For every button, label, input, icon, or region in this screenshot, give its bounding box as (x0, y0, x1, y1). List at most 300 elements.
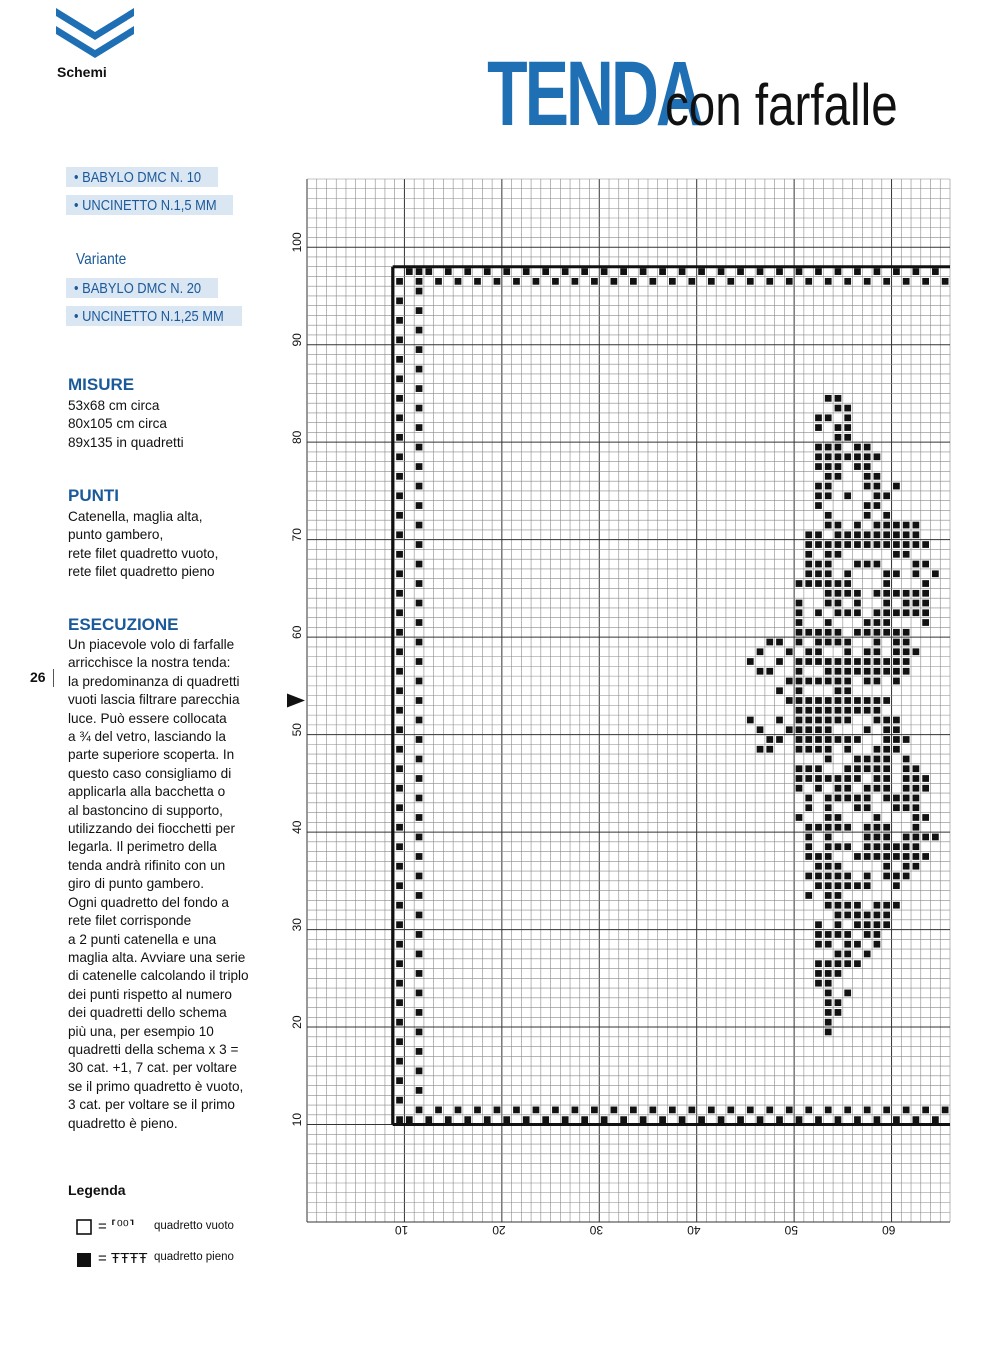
filled-cell (874, 756, 881, 763)
material-tag: • BABYLO DMC N. 10 (66, 167, 218, 187)
filled-cell (854, 882, 861, 889)
filled-cell (874, 268, 881, 275)
filled-cell (893, 804, 900, 811)
filled-cell (825, 882, 832, 889)
filled-cell (854, 853, 861, 860)
filled-cell (825, 483, 832, 490)
filled-cell (854, 960, 861, 967)
filled-cell (932, 570, 939, 577)
filled-cell (825, 707, 832, 714)
filled-cell (484, 1116, 491, 1123)
filled-cell (883, 834, 890, 841)
filled-cell (825, 990, 832, 997)
filled-cell (688, 278, 695, 285)
filled-cell (396, 1038, 403, 1045)
filled-cell (903, 522, 910, 529)
filled-cell (844, 902, 851, 909)
filled-cell (825, 795, 832, 802)
filled-cell (835, 785, 842, 792)
x-tick-label: 50 (784, 1223, 798, 1237)
filled-cell (786, 697, 793, 704)
filled-cell (874, 639, 881, 646)
filled-cell (854, 522, 861, 529)
filled-cell (903, 853, 910, 860)
filled-cell (844, 873, 851, 880)
filled-cell (903, 590, 910, 597)
filled-cell (825, 960, 832, 967)
filled-cell (416, 366, 423, 373)
filled-cell (874, 775, 881, 782)
filled-cell (844, 746, 851, 753)
filled-cell (825, 941, 832, 948)
filled-cell (854, 912, 861, 919)
legend-title: Legenda (68, 1182, 126, 1198)
filled-cell (396, 551, 403, 558)
filled-cell (416, 619, 423, 626)
filled-cell (796, 609, 803, 616)
x-tick-label: 30 (589, 1223, 604, 1237)
filled-cell (815, 648, 822, 655)
filled-cell (844, 424, 851, 431)
filled-cell (776, 687, 783, 694)
filled-cell (874, 619, 881, 626)
filled-cell (864, 873, 871, 880)
filled-cell (786, 678, 793, 685)
filled-cell (416, 990, 423, 997)
filled-cell (825, 970, 832, 977)
filled-cell (825, 775, 832, 782)
filled-cell (913, 590, 920, 597)
filled-cell (844, 434, 851, 441)
filled-cell (825, 678, 832, 685)
filled-cell (835, 717, 842, 724)
filled-cell (874, 473, 881, 480)
filled-cell (786, 648, 793, 655)
filled-cell (747, 717, 754, 724)
filled-cell (766, 1107, 773, 1114)
filled-cell (416, 639, 423, 646)
filled-cell (805, 736, 812, 743)
filled-cell (805, 629, 812, 636)
filled-cell (815, 531, 822, 538)
filled-cell (776, 658, 783, 665)
filled-cell (874, 921, 881, 928)
filled-cell (844, 658, 851, 665)
filled-cell (757, 648, 764, 655)
filled-cell (766, 736, 773, 743)
filled-cell (844, 639, 851, 646)
filled-cell (844, 775, 851, 782)
y-tick-label: 10 (290, 1112, 304, 1127)
filled-cell (416, 795, 423, 802)
filled-cell (835, 814, 842, 821)
filled-cell (835, 609, 842, 616)
filled-cell (844, 668, 851, 675)
filled-cell (903, 785, 910, 792)
filled-cell (776, 717, 783, 724)
filled-cell (893, 678, 900, 685)
filled-cell (854, 531, 861, 538)
filled-cell (396, 512, 403, 519)
filled-cell (562, 1116, 569, 1123)
filled-cell (903, 775, 910, 782)
filled-cell (844, 765, 851, 772)
filled-cell (864, 853, 871, 860)
filled-cell (844, 492, 851, 499)
filled-cell (883, 873, 890, 880)
filled-cell (688, 1107, 695, 1114)
filled-cell (620, 1116, 627, 1123)
y-tick-label: 80 (290, 430, 304, 444)
filled-cell (864, 444, 871, 451)
filled-cell (416, 697, 423, 704)
filled-cell (825, 902, 832, 909)
filled-cell (416, 873, 423, 880)
filled-cell (844, 941, 851, 948)
filled-cell (825, 853, 832, 860)
filled-cell (835, 551, 842, 558)
filled-cell (922, 1107, 929, 1114)
filled-cell (825, 590, 832, 597)
filled-cell (805, 843, 812, 850)
filled-cell (757, 1116, 764, 1123)
filled-cell (815, 580, 822, 587)
filled-cell (854, 902, 861, 909)
filled-cell (503, 268, 510, 275)
filled-cell (874, 824, 881, 831)
filled-cell (396, 336, 403, 343)
filled-cell (874, 609, 881, 616)
filled-cell (844, 453, 851, 460)
filled-cell (815, 736, 822, 743)
filled-cell (416, 892, 423, 899)
filled-cell (396, 473, 403, 480)
filled-cell (825, 668, 832, 675)
filled-cell (903, 1107, 910, 1114)
filled-cell (883, 765, 890, 772)
filled-cell (893, 746, 900, 753)
filled-cell (805, 541, 812, 548)
filled-cell (854, 668, 861, 675)
filled-cell (883, 619, 890, 626)
filled-cell (864, 726, 871, 733)
filled-cell (893, 551, 900, 558)
filled-cell (874, 522, 881, 529)
filled-cell (864, 707, 871, 714)
filled-cell (922, 775, 929, 782)
filled-cell (815, 824, 822, 831)
filled-cell (893, 629, 900, 636)
filled-cell (825, 278, 832, 285)
filled-cell (874, 717, 881, 724)
filled-cell (805, 1107, 812, 1114)
filled-cell (874, 843, 881, 850)
filled-cell (835, 473, 842, 480)
filled-cell (796, 697, 803, 704)
filled-cell (883, 600, 890, 607)
filled-cell (796, 775, 803, 782)
filled-cell (494, 278, 501, 285)
filled-cell (396, 999, 403, 1006)
filled-cell (815, 726, 822, 733)
filled-cell (815, 746, 822, 753)
y-tick-label: 20 (290, 1015, 304, 1029)
filled-cell (893, 873, 900, 880)
filled-cell (883, 824, 890, 831)
filled-cell (815, 873, 822, 880)
filled-cell (854, 600, 861, 607)
filled-cell (815, 853, 822, 860)
filled-cell (874, 541, 881, 548)
material-tag: • UNCINETTO N.1,5 MM (66, 195, 233, 215)
misure-text: 53x68 cm circa 80x105 cm circa 89x135 in quadretti (68, 398, 184, 450)
filled-cell (835, 892, 842, 899)
filled-cell (844, 278, 851, 285)
filled-cell (835, 951, 842, 958)
filled-cell (805, 697, 812, 704)
filled-cell (396, 824, 403, 831)
filled-cell (903, 551, 910, 558)
filled-cell (903, 795, 910, 802)
filled-cell (932, 1116, 939, 1123)
filled-cell (844, 541, 851, 548)
filled-cell (805, 775, 812, 782)
filled-cell (874, 502, 881, 509)
filled-cell (796, 580, 803, 587)
filled-cell (562, 268, 569, 275)
filled-cell (922, 600, 929, 607)
filled-cell (913, 268, 920, 275)
filled-cell (835, 590, 842, 597)
filled-cell (416, 1087, 423, 1094)
filled-cell (854, 561, 861, 568)
y-tick-label: 70 (290, 528, 304, 542)
filled-cell (396, 746, 403, 753)
filled-cell (835, 795, 842, 802)
filled-cell (815, 444, 822, 451)
filled-cell (825, 541, 832, 548)
filled-cell (893, 541, 900, 548)
filled-cell (844, 960, 851, 967)
filled-cell (416, 405, 423, 412)
filled-cell (844, 912, 851, 919)
filled-cell (445, 268, 452, 275)
filled-cell (913, 843, 920, 850)
filled-cell (669, 1107, 676, 1114)
filled-cell (854, 921, 861, 928)
filled-cell (620, 268, 627, 275)
filled-cell (844, 795, 851, 802)
filled-cell (835, 668, 842, 675)
filled-cell (864, 824, 871, 831)
filled-cell (913, 765, 920, 772)
filled-cell (425, 268, 432, 275)
filled-cell (874, 814, 881, 821)
filled-cell (835, 873, 842, 880)
x-tick-label: 20 (492, 1223, 506, 1237)
filled-cell (864, 473, 871, 480)
filled-cell (844, 931, 851, 938)
title-main: TENDA (487, 43, 701, 145)
filled-cell (903, 736, 910, 743)
filled-cell (815, 678, 822, 685)
filled-cell (474, 1107, 481, 1114)
filled-cell (913, 804, 920, 811)
filled-cell (416, 658, 423, 665)
filled-cell (718, 268, 725, 275)
filled-cell (835, 531, 842, 538)
filled-cell (708, 1107, 715, 1114)
chart-grid (307, 179, 950, 1222)
filled-cell (835, 395, 842, 402)
filled-cell (718, 1116, 725, 1123)
filled-cell (864, 785, 871, 792)
filled-cell (893, 483, 900, 490)
filled-cell (893, 736, 900, 743)
filled-cell (396, 590, 403, 597)
filled-cell (874, 629, 881, 636)
filled-cell (552, 1107, 559, 1114)
filled-cell (796, 668, 803, 675)
filled-cell (903, 843, 910, 850)
filled-cell (815, 941, 822, 948)
filled-cell (835, 268, 842, 275)
filled-cell (864, 678, 871, 685)
filled-cell (922, 278, 929, 285)
filled-cell (815, 414, 822, 421)
filled-cell (874, 678, 881, 685)
filled-cell (854, 590, 861, 597)
filled-cell (484, 268, 491, 275)
filled-cell (416, 502, 423, 509)
filled-cell (796, 658, 803, 665)
title-sub: con farfalle (665, 73, 898, 138)
filled-cell (854, 736, 861, 743)
filled-cell (396, 882, 403, 889)
filled-cell (396, 668, 403, 675)
filled-cell (815, 697, 822, 704)
filled-cell (815, 570, 822, 577)
filled-cell (835, 600, 842, 607)
filled-cell (854, 756, 861, 763)
filled-cell (601, 268, 608, 275)
filled-cell (396, 278, 403, 285)
filled-cell (864, 619, 871, 626)
filled-cell (396, 297, 403, 304)
filled-cell (825, 697, 832, 704)
filled-cell (805, 648, 812, 655)
variant-tag: • UNCINETTO N.1,25 MM (66, 306, 242, 326)
filled-cell (815, 629, 822, 636)
esecuzione-heading: ESECUZIONE (68, 615, 179, 634)
filled-cell (864, 561, 871, 568)
filled-cell (913, 541, 920, 548)
filled-cell (679, 1116, 686, 1123)
filled-cell (835, 687, 842, 694)
filled-cell (757, 668, 764, 675)
filled-cell (698, 268, 705, 275)
variant-label: Variante (76, 251, 127, 268)
filled-cell (922, 561, 929, 568)
filled-cell (835, 707, 842, 714)
filled-cell (835, 434, 842, 441)
filled-cell (396, 980, 403, 987)
filled-cell (883, 853, 890, 860)
filled-cell (835, 639, 842, 646)
filled-cell (669, 278, 676, 285)
filled-cell (864, 541, 871, 548)
filled-cell (913, 561, 920, 568)
filled-cell (844, 843, 851, 850)
filled-cell (874, 853, 881, 860)
filled-cell (796, 736, 803, 743)
filled-cell (825, 473, 832, 480)
filled-cell (913, 570, 920, 577)
filled-cell (825, 658, 832, 665)
filled-cell (874, 697, 881, 704)
filled-cell (776, 1116, 783, 1123)
filled-cell (416, 522, 423, 529)
filled-cell (757, 746, 764, 753)
filled-cell (864, 658, 871, 665)
filled-cell (864, 765, 871, 772)
filled-cell (805, 834, 812, 841)
filled-cell (835, 1116, 842, 1123)
filled-cell (913, 834, 920, 841)
filled-cell (698, 1116, 705, 1123)
filled-cell (542, 1116, 549, 1123)
filled-cell (416, 678, 423, 685)
filled-cell (416, 463, 423, 470)
center-marker-arrow (287, 694, 305, 708)
filled-cell (815, 980, 822, 987)
filled-cell (874, 941, 881, 948)
filled-cell (766, 278, 773, 285)
filled-cell (815, 785, 822, 792)
y-tick-label: 30 (290, 918, 304, 932)
filled-cell (844, 1107, 851, 1114)
filled-cell (874, 746, 881, 753)
filled-cell (805, 795, 812, 802)
filled-cell (796, 765, 803, 772)
filled-cell (844, 882, 851, 889)
filled-cell (445, 1116, 452, 1123)
filled-cell (825, 395, 832, 402)
filled-cell (796, 717, 803, 724)
filled-cell (835, 522, 842, 529)
filled-cell (844, 405, 851, 412)
filled-cell (864, 278, 871, 285)
filled-cell (854, 453, 861, 460)
filled-cell (854, 1116, 861, 1123)
filled-cell (747, 658, 754, 665)
filled-cell (913, 853, 920, 860)
filled-cell (883, 726, 890, 733)
filled-cell (854, 707, 861, 714)
filled-cell (864, 834, 871, 841)
filled-cell (455, 278, 462, 285)
legend-label: quadretto pieno (154, 1251, 234, 1263)
filled-cell (796, 600, 803, 607)
filled-cell (883, 921, 890, 928)
filled-cell (815, 502, 822, 509)
filled-cell (523, 268, 530, 275)
filled-cell (844, 990, 851, 997)
filled-cell (864, 912, 871, 919)
filled-cell (435, 1107, 442, 1114)
filled-cell (396, 609, 403, 616)
filled-cell (825, 834, 832, 841)
